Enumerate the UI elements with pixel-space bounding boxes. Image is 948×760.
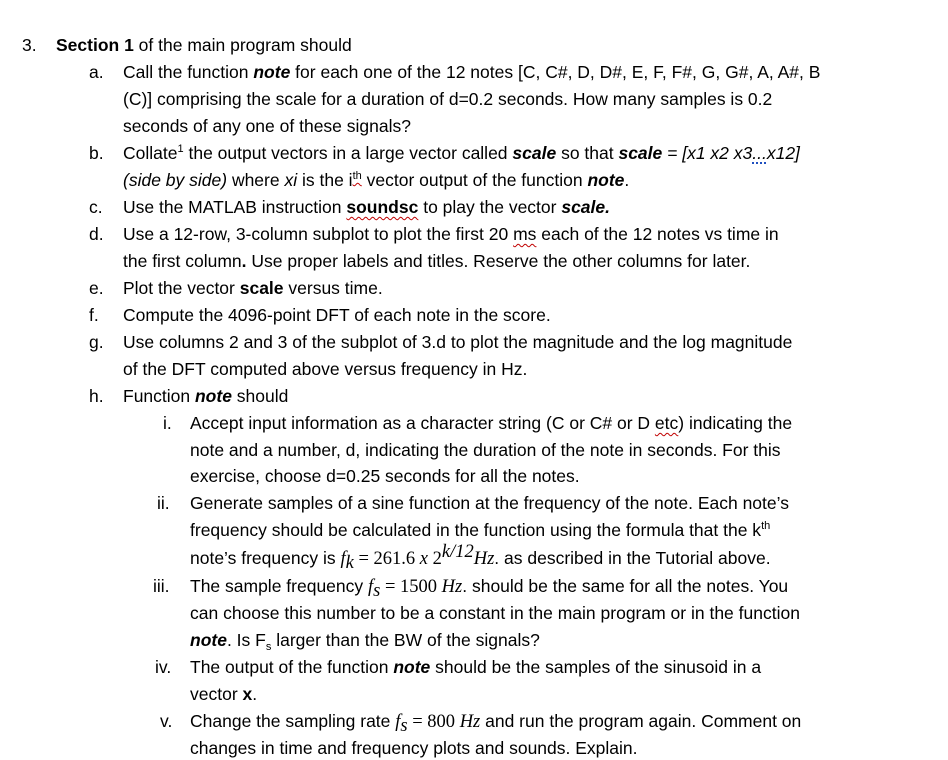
section-heading: Section 1 of the main program should: [56, 35, 352, 55]
item-e-label: e.: [89, 278, 104, 298]
section-title: Section 1: [56, 35, 134, 55]
footnote-ref: 1: [177, 143, 184, 155]
item-g-label: g.: [89, 332, 104, 352]
item-e-line: Plot the vector scale versus time.: [123, 278, 383, 298]
item-iii-label: iii.: [153, 576, 170, 596]
item-b-line-2: (side by side) where xi is the $i^{th}$ vector output of the function note.: [123, 170, 630, 190]
item-f-line: Compute the 4096-point DFT of each note in the score.: [123, 305, 551, 325]
item-i-line-3: exercise, choose d=0.25 seconds for all the notes.: [190, 466, 580, 486]
item-c-line: Use the MATLAB instruction soundsc to play the vector scale.: [123, 197, 610, 217]
item-ii-line-1: Generate samples of a sine function at the frequency of the note. Each note’s: [190, 493, 789, 513]
item-b-label: b.: [89, 143, 104, 163]
item-c-label: c.: [89, 197, 103, 217]
item-a-line-1: Call the function note for each one of the 12 notes [C, C#, D, D#, E, F, F#, G, G#, A, A#, B: [123, 62, 821, 82]
item-ii-line-3: note’s frequency is $f_k = 261.6$ x $2^{k/12}Hz$. as described in the Tutorial above.: [190, 542, 771, 573]
item-v-line-2: changes in time and frequency plots and sounds. Explain.: [190, 738, 638, 758]
item-i-line-1: Accept input information as a character string (C or C# or D etc) indicating the: [190, 413, 793, 433]
cmd-soundsc: soundsc: [346, 197, 419, 217]
item-h-label: h.: [89, 386, 104, 406]
fn-note: note: [253, 62, 291, 82]
formula-fk: f: [340, 549, 346, 569]
item-d-line-1: Use a 12-row, 3-column subplot to plot the first 20 ms each of the 12 notes vs time in: [123, 224, 779, 244]
item-a-line-2: (C)] comprising the scale for a duration of d=0.2 seconds. How many samples is 0.2: [123, 89, 773, 109]
item-3-number: 3.: [22, 35, 37, 55]
item-ii-label: ii.: [157, 493, 170, 513]
item-i-label: i.: [163, 413, 172, 433]
item-d-label: d.: [89, 224, 104, 244]
item-iv-line-2: vector x.: [190, 684, 258, 704]
item-d-line-2: the first column. Use proper labels and titles. Reserve the other columns for later.: [123, 251, 751, 271]
formula-fs-800: f: [395, 712, 401, 732]
item-a-label: a.: [89, 62, 104, 82]
item-b-line-1: Collate$^1$ the output vectors in a large vector called scale so that scale = [x1 x2 x3...x12]: [123, 143, 800, 163]
grammar-mark: ...: [752, 143, 767, 163]
item-iii-line-3: note. Is $F_s$ larger than the BW of the signals?: [190, 630, 540, 653]
item-g-line-2: of the DFT computed above versus frequency in Hz.: [123, 359, 528, 379]
item-i-line-2: note and a number, d, indicating the duration of the note in seconds. For this: [190, 440, 781, 460]
item-iv-line-1: The output of the function note should be the samples of the sinusoid in a: [190, 657, 762, 677]
formula-fs: f: [368, 577, 374, 597]
item-v-line-1: Change the sampling rate $f_s = 800$ Hz and run the program again. Comment on: [190, 711, 802, 736]
item-ii-line-2: frequency should be calculated in the function using the formula that the $k^{th}$: [190, 520, 771, 540]
item-iv-label: iv.: [155, 657, 172, 677]
item-h-line: Function note should: [123, 386, 289, 406]
item-a-line-3: seconds of any one of these signals?: [123, 116, 411, 136]
item-v-label: v.: [160, 711, 173, 731]
item-g-line-1: Use columns 2 and 3 of the subplot of 3.d to plot the magnitude and the log magnitude: [123, 332, 793, 352]
item-f-label: f.: [89, 305, 99, 325]
item-iii-line-2: can choose this number to be a constant in the main program or in the function: [190, 603, 800, 623]
item-iii-line-1: The sample frequency $f_s = 1500$ Hz. should be the same for all the notes. You: [190, 576, 789, 601]
